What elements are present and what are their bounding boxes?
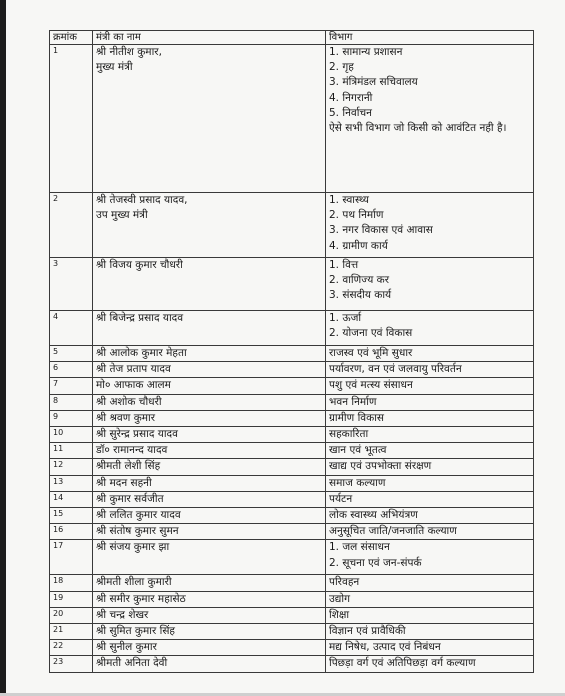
department-cell bbox=[326, 591, 534, 607]
department-cell bbox=[326, 475, 534, 491]
department-cell bbox=[326, 491, 534, 507]
serial-number-cell: 10 bbox=[50, 427, 93, 443]
department-line: 2. सूचना एवं जन-संपर्क bbox=[329, 556, 422, 569]
minister-name-cell bbox=[93, 362, 326, 378]
minister-name-cell bbox=[93, 607, 326, 623]
department-line: मद्य निषेध, उत्पाद एवं निबंधन bbox=[329, 641, 441, 654]
department-line: 5. निर्वाचन bbox=[329, 106, 372, 119]
table-row bbox=[50, 607, 534, 623]
table-row bbox=[50, 346, 534, 362]
table-row bbox=[50, 258, 534, 311]
serial-number-cell: 19 bbox=[50, 591, 93, 607]
table-row bbox=[50, 362, 534, 378]
department-line: 2. वाणिज्य कर bbox=[329, 274, 390, 287]
minister-name-line: डॉ० रामानन्द यादव bbox=[96, 444, 168, 457]
department-cell bbox=[326, 656, 534, 672]
table-row bbox=[50, 45, 534, 193]
minister-name-cell bbox=[93, 443, 326, 459]
department-cell bbox=[326, 45, 534, 193]
minister-name-line: श्री संतोष कुमार सुमन bbox=[96, 525, 179, 538]
serial-number-cell: 1 bbox=[50, 45, 93, 193]
table-row bbox=[50, 311, 534, 346]
department-line: पर्यटन bbox=[329, 492, 353, 505]
department-line: ग्रामीण विकास bbox=[329, 411, 385, 424]
minister-name-line: श्री समीर कुमार महासेठ bbox=[96, 592, 186, 605]
department-cell bbox=[326, 311, 534, 346]
serial-number-cell: 2 bbox=[50, 193, 93, 258]
department-line: भवन निर्माण bbox=[329, 395, 377, 408]
department-line: लोक स्वास्थ्य अभियंत्रण bbox=[329, 509, 418, 522]
minister-name-line: श्री मदन सहनी bbox=[96, 476, 152, 489]
table-row bbox=[50, 508, 534, 524]
department-line: विज्ञान एवं प्रावैधिकी bbox=[329, 625, 406, 638]
serial-number-cell: 18 bbox=[50, 575, 93, 591]
department-cell bbox=[326, 378, 534, 394]
table-row bbox=[50, 475, 534, 491]
minister-name-line: मो० आफाक आलम bbox=[96, 379, 171, 392]
minister-name-cell bbox=[93, 311, 326, 346]
serial-number-cell: 5 bbox=[50, 346, 93, 362]
minister-name-cell bbox=[93, 475, 326, 491]
minister-name-line: श्री अशोक चौधरी bbox=[96, 395, 162, 408]
serial-number-cell: 12 bbox=[50, 459, 93, 475]
table-body bbox=[50, 45, 534, 673]
department-line: 1. जल संसाधन bbox=[329, 541, 390, 554]
minister-name-cell bbox=[93, 656, 326, 672]
department-cell bbox=[326, 640, 534, 656]
minister-name-line: उप मुख्य मंत्री bbox=[96, 209, 148, 222]
department-cell bbox=[326, 540, 534, 575]
minister-name-cell bbox=[93, 591, 326, 607]
department-line: पिछड़ा वर्ग एवं अतिपिछड़ा वर्ग कल्याण bbox=[329, 657, 476, 670]
minister-name-cell bbox=[93, 378, 326, 394]
department-line: शिक्षा bbox=[329, 608, 350, 621]
minister-name-line: श्री चन्द्र शेखर bbox=[96, 608, 149, 621]
table-row bbox=[50, 491, 534, 507]
table-row bbox=[50, 656, 534, 672]
table-row bbox=[50, 193, 534, 258]
table-row bbox=[50, 443, 534, 459]
table-row bbox=[50, 575, 534, 591]
serial-number-cell: 16 bbox=[50, 524, 93, 540]
table-row bbox=[50, 378, 534, 394]
department-line: 3. नगर विकास एवं आवास bbox=[329, 224, 433, 237]
minister-name-cell bbox=[93, 491, 326, 507]
department-line: राजस्व एवं भूमि सुधार bbox=[329, 347, 413, 359]
minister-name-cell bbox=[93, 640, 326, 656]
minister-name-line: श्री सुमित कुमार सिंह bbox=[96, 625, 175, 638]
department-line: ऐसे सभी विभाग जो किसी को आवंटित नही है। bbox=[329, 122, 507, 135]
department-cell bbox=[326, 427, 534, 443]
department-line: 2. पथ निर्माण bbox=[329, 209, 384, 222]
table-row bbox=[50, 591, 534, 607]
serial-number-cell: 9 bbox=[50, 410, 93, 426]
department-line: 1. ऊर्जा bbox=[329, 312, 362, 324]
department-cell bbox=[326, 624, 534, 640]
header-minister-name: मंत्री का नाम bbox=[93, 31, 326, 45]
department-line: 4. ग्रामीण कार्य bbox=[329, 239, 388, 252]
minister-name-line: श्री सुनील कुमार bbox=[96, 641, 157, 654]
table-row bbox=[50, 459, 534, 475]
minister-name-line: श्री ललित कुमार यादव bbox=[96, 509, 181, 522]
department-cell bbox=[326, 575, 534, 591]
minister-name-cell bbox=[93, 524, 326, 540]
table-row bbox=[50, 540, 534, 575]
table-row bbox=[50, 640, 534, 656]
table-header-row bbox=[50, 31, 534, 45]
minister-name-line: श्री आलोक कुमार मेहता bbox=[96, 347, 187, 359]
minister-name-line: श्री नीतीश कुमार, bbox=[96, 46, 162, 58]
department-line: सहकारिता bbox=[329, 428, 369, 441]
minister-name-line: श्री तेजस्वी प्रसाद यादव, bbox=[96, 194, 188, 206]
minister-name-line: श्री विजय कुमार चौधरी bbox=[96, 259, 183, 271]
serial-number-cell: 15 bbox=[50, 508, 93, 524]
department-line: समाज कल्याण bbox=[329, 476, 386, 489]
minister-name-line: श्री बिजेन्द्र प्रसाद यादव bbox=[96, 312, 184, 324]
minister-name-line: श्री कुमार सर्वजीत bbox=[96, 492, 164, 505]
minister-name-cell bbox=[93, 508, 326, 524]
minister-name-line: मुख्य मंत्री bbox=[96, 61, 133, 74]
table-row bbox=[50, 524, 534, 540]
department-line: खान एवं भूतत्व bbox=[329, 444, 387, 457]
department-line: अनुसूचित जाति/जनजाति कल्याण bbox=[329, 525, 457, 538]
header-serial-number: क्रमांक bbox=[50, 31, 93, 45]
left-page-edge bbox=[0, 0, 6, 696]
department-cell bbox=[326, 394, 534, 410]
table-row bbox=[50, 394, 534, 410]
minister-name-line: श्रीमती शीला कुमारी bbox=[96, 576, 172, 589]
table-row bbox=[50, 624, 534, 640]
serial-number-cell: 7 bbox=[50, 378, 93, 394]
minister-name-line: श्री तेज प्रताप यादव bbox=[96, 363, 171, 376]
minister-name-cell bbox=[93, 258, 326, 311]
minister-name-cell bbox=[93, 540, 326, 575]
department-cell bbox=[326, 346, 534, 362]
minister-name-cell bbox=[93, 459, 326, 475]
ministers-table bbox=[49, 30, 534, 673]
department-line: 1. स्वास्थ्य bbox=[329, 194, 370, 206]
serial-number-cell: 11 bbox=[50, 443, 93, 459]
department-cell bbox=[326, 362, 534, 378]
minister-name-cell bbox=[93, 394, 326, 410]
department-line: 3. संसदीय कार्य bbox=[329, 289, 392, 302]
table-row bbox=[50, 410, 534, 426]
serial-number-cell: 14 bbox=[50, 491, 93, 507]
department-line: पशु एवं मत्स्य संसाधन bbox=[329, 379, 413, 392]
minister-name-line: श्रीमती अनिता देवी bbox=[96, 657, 168, 670]
department-cell bbox=[326, 258, 534, 311]
minister-name-cell bbox=[93, 346, 326, 362]
department-line: 4. निगरानी bbox=[329, 91, 373, 104]
department-line: पर्यावरण, वन एवं जलवायु परिवर्तन bbox=[329, 363, 462, 376]
minister-name-cell bbox=[93, 193, 326, 258]
serial-number-cell: 8 bbox=[50, 394, 93, 410]
department-line: 1. सामान्य प्रशासन bbox=[329, 46, 403, 58]
minister-name-cell bbox=[93, 575, 326, 591]
serial-number-cell: 17 bbox=[50, 540, 93, 575]
department-line: उद्योग bbox=[329, 592, 350, 605]
minister-name-cell bbox=[93, 410, 326, 426]
header-department: विभाग bbox=[326, 31, 534, 45]
department-cell bbox=[326, 443, 534, 459]
department-line: 2. गृह bbox=[329, 61, 354, 74]
serial-number-cell: 4 bbox=[50, 311, 93, 346]
department-cell bbox=[326, 459, 534, 475]
minister-name-line: श्री श्रवण कुमार bbox=[96, 411, 156, 424]
department-cell bbox=[326, 524, 534, 540]
table-row bbox=[50, 427, 534, 443]
department-line: 3. मंत्रिमंडल सचिवालय bbox=[329, 76, 418, 89]
department-line: 2. योजना एवं विकास bbox=[329, 327, 413, 340]
minister-name-cell bbox=[93, 45, 326, 193]
serial-number-cell: 22 bbox=[50, 640, 93, 656]
department-line: 1. वित्त bbox=[329, 259, 359, 271]
minister-name-line: श्री संजय कुमार झा bbox=[96, 541, 170, 554]
minister-name-line: श्री सुरेन्द्र प्रसाद यादव bbox=[96, 428, 178, 441]
department-cell bbox=[326, 607, 534, 623]
serial-number-cell: 23 bbox=[50, 656, 93, 672]
department-line: परिवहन bbox=[329, 576, 360, 589]
serial-number-cell: 21 bbox=[50, 624, 93, 640]
department-line: खाद्य एवं उपभोक्ता संरक्षण bbox=[329, 460, 432, 473]
department-cell bbox=[326, 508, 534, 524]
minister-name-cell bbox=[93, 624, 326, 640]
department-cell bbox=[326, 410, 534, 426]
minister-name-cell bbox=[93, 427, 326, 443]
serial-number-cell: 13 bbox=[50, 475, 93, 491]
serial-number-cell: 6 bbox=[50, 362, 93, 378]
department-cell bbox=[326, 193, 534, 258]
minister-name-line: श्रीमती लेशी सिंह bbox=[96, 460, 161, 473]
serial-number-cell: 20 bbox=[50, 607, 93, 623]
serial-number-cell: 3 bbox=[50, 258, 93, 311]
